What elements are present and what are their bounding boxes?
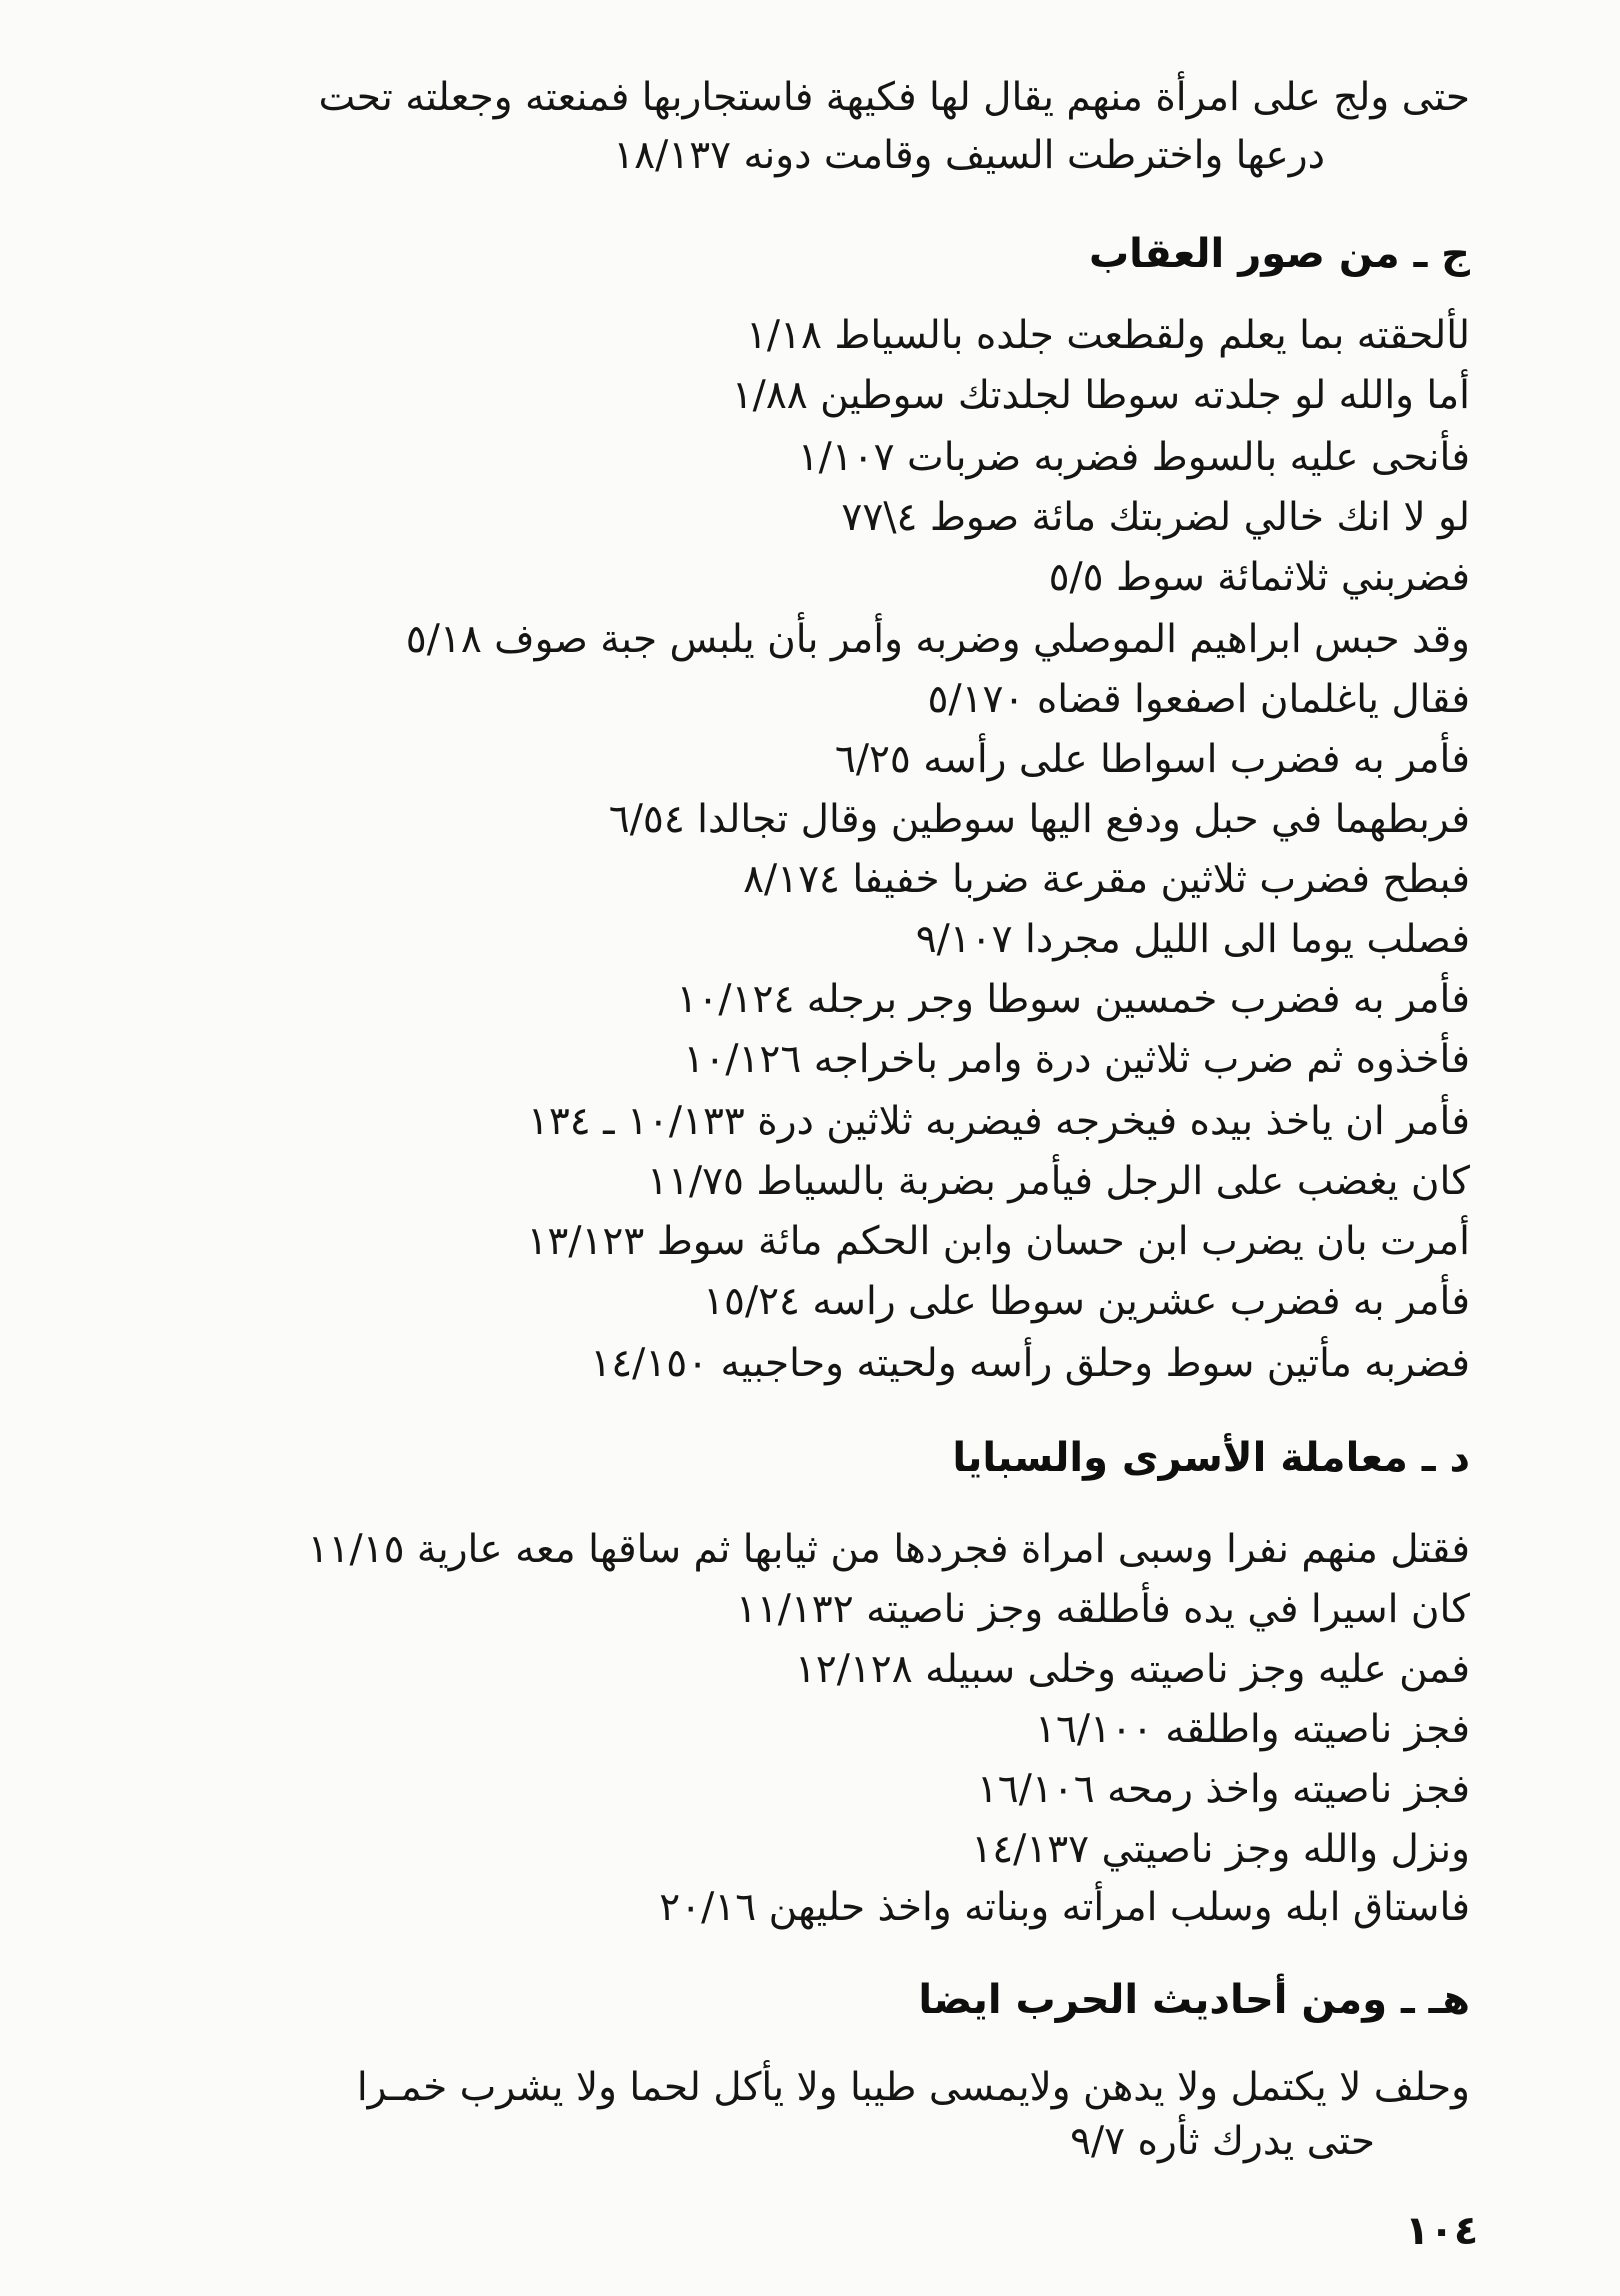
list-item: فبطح فضرب ثلاثين مقرعة ضربا خفيفا ٨/١٧٤ bbox=[743, 857, 1470, 902]
list-item: فأمر به فضرب اسواطا على رأسه ٦/٢٥ bbox=[834, 737, 1470, 782]
list-item: فأخذوه ثم ضرب ثلاثين درة وامر باخراجه ١٠/١٢٦ bbox=[683, 1037, 1470, 1082]
list-item: أما والله لو جلدته سوطا لجلدتك سوطين ١/٨٨ bbox=[731, 373, 1470, 418]
list-item: فقتل منهم نفرا وسبى امراة فجردها من ثيابها ثم ساقها معه عارية ١١/١٥ bbox=[307, 1527, 1470, 1572]
list-item: كان يغضب على الرجل فيأمر بضربة بالسياط ١١/٧٥ bbox=[647, 1159, 1470, 1204]
list-item-continuation: حتى يدرك ثأره ٩/٧ bbox=[1070, 2119, 1375, 2164]
text-line: حتى ولج على امرأة منهم يقال لها فكيهة فاستجاربها فمنعته وجعلته تحت bbox=[318, 75, 1470, 120]
list-item: ونزل والله وجز ناصيتي ١٤/١٣٧ bbox=[971, 1827, 1470, 1872]
list-item: فضربه مأتين سوط وحلق رأسه ولحيته وحاجبيه ١٤/١٥٠ bbox=[590, 1341, 1470, 1386]
list-item: لو لا انك خالي لضربتك مائة صوط ٤\٧٧ bbox=[841, 495, 1470, 540]
section-heading-prisoners: د ـ معاملة الأسرى والسبايا bbox=[952, 1435, 1470, 1481]
list-item: فاستاق ابله وسلب امرأته وبناته واخذ حليهن ٢٠/١٦ bbox=[659, 1885, 1470, 1930]
list-item: لألحقته بما يعلم ولقطعت جلده بالسياط ١/١٨ bbox=[745, 313, 1470, 358]
list-item: فأمر به فضرب عشرين سوطا على راسه ١٥/٢٤ bbox=[703, 1279, 1470, 1324]
list-item: وحلف لا يكتمل ولا يدهن ولايمسى طيبا ولا يأكل لحما ولا يشرب خمـرا bbox=[356, 2065, 1470, 2110]
list-item: فقال ياغلمان اصفعوا قضاه ٥/١٧٠ bbox=[927, 677, 1470, 722]
list-item: فأمر به فضرب خمسين سوطا وجر برجله ١٠/١٢٤ bbox=[676, 977, 1470, 1022]
page-number: ١٠٤ bbox=[1405, 2208, 1479, 2254]
list-item: فأنحى عليه بالسوط فضربه ضربات ١/١٠٧ bbox=[797, 435, 1470, 480]
section-heading-punishments: ج ـ من صور العقاب bbox=[1088, 231, 1470, 277]
section-heading-war-stories: هـ ـ ومن أحاديث الحرب ايضا bbox=[918, 1977, 1470, 2023]
list-item: فجز ناصيته واطلقه ١٦/١٠٠ bbox=[1035, 1707, 1470, 1752]
list-item: وقد حبس ابراهيم الموصلي وضربه وأمر بأن يلبس جبة صوف ٥/١٨ bbox=[405, 617, 1470, 662]
list-item: فجز ناصيته واخذ رمحه ١٦/١٠٦ bbox=[976, 1767, 1470, 1812]
list-item: فأمر ان ياخذ بيده فيخرجه فيضربه ثلاثين درة ١٠/١٣٣ ـ ١٣٤ bbox=[527, 1099, 1470, 1144]
list-item: فمن عليه وجز ناصيته وخلى سبيله ١٢/١٢٨ bbox=[794, 1647, 1470, 1692]
text-line: درعها واخترطت السيف وقامت دونه ١٨/١٣٧ bbox=[613, 133, 1325, 178]
list-item: أمرت بان يضرب ابن حسان وابن الحكم مائة سوط ١٣/١٢٣ bbox=[526, 1219, 1470, 1264]
list-item: فربطهما في حبل ودفع اليها سوطين وقال تجالدا ٦/٥٤ bbox=[608, 797, 1470, 842]
list-item: فصلب يوما الى الليل مجردا ٩/١٠٧ bbox=[915, 917, 1470, 962]
list-item: كان اسيرا في يده فأطلقه وجز ناصيته ١١/١٣٢ bbox=[735, 1587, 1470, 1632]
list-item: فضربني ثلاثمائة سوط ٥/٥ bbox=[1048, 555, 1470, 600]
